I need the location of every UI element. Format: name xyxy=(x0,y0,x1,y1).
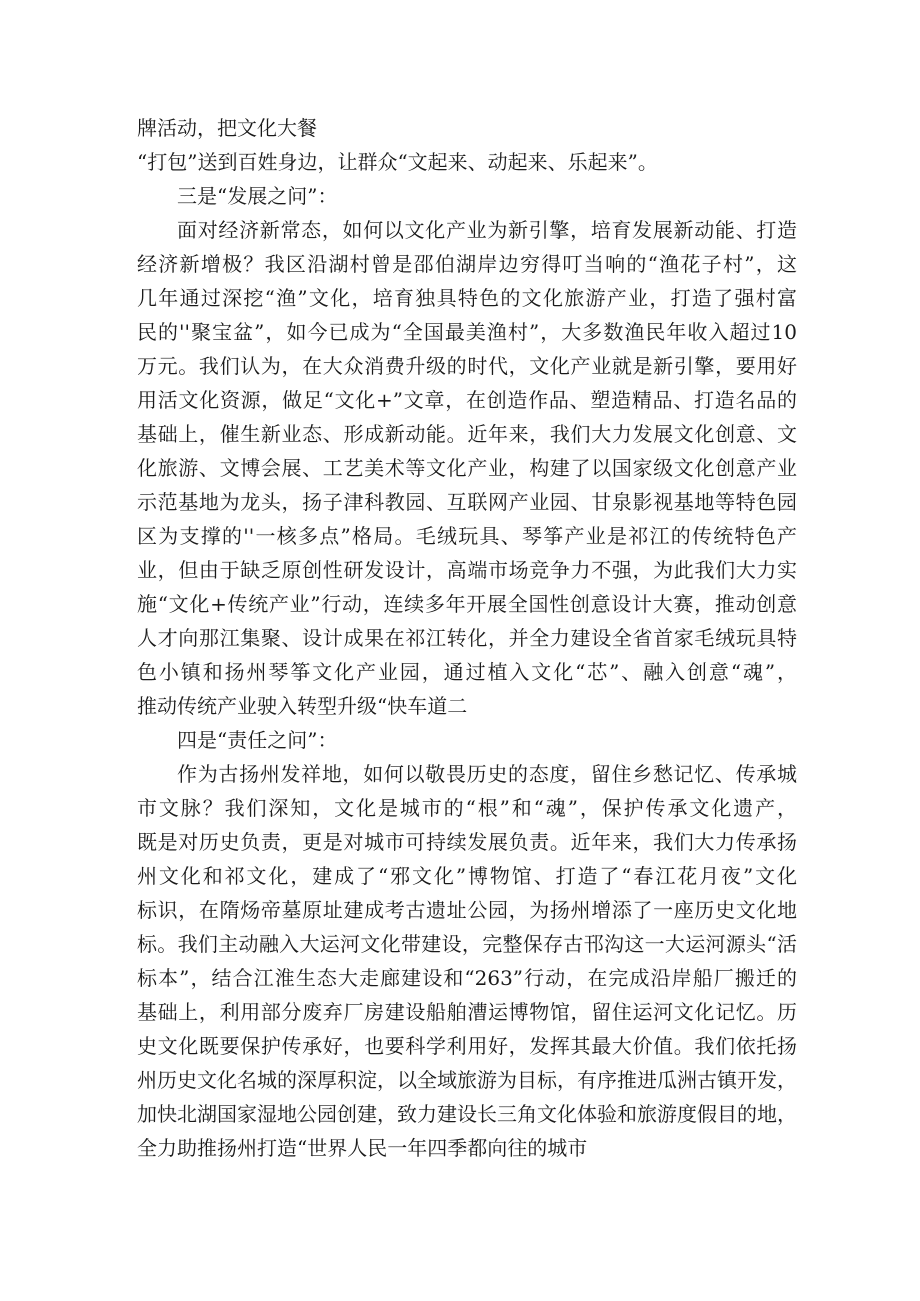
text-line: 施“文化+传统产业”行动，连续多年开展全国性创意设计大赛，推动创意 xyxy=(137,592,797,616)
text-line: 用活文化资源，做足“文化+”文章，在创造作品、塑造精品、打造名品的 xyxy=(137,388,797,412)
text-line: 人才向那江集聚、设计成果在祁江转化，并全力建设全省首家毛绒玩具特 xyxy=(137,626,797,650)
text-line: “打包”送到百姓身边，让群众“文起来、动起来、乐起来”。 xyxy=(137,150,658,174)
text-line: 标本”，结合江淮生态大走廊建设和“263”行动，在完成沿岸船厂搬迁的 xyxy=(137,966,797,990)
text-line: 推动传统产业驶入转型升级“快车道二 xyxy=(137,694,468,718)
text-line: 加快北湖国家湿地公园创建，致力建设长三角文化体验和旅游度假目的地， xyxy=(137,1102,797,1126)
text-line: 标识，在隋炀帝墓原址建成考古遗址公园，为扬州增添了一座历史文化地 xyxy=(137,898,797,922)
text-line: 区为支撑的''一核多点”格局。毛绒玩具、琴筝产业是祁江的传统特色产 xyxy=(137,524,797,548)
text-line: 业，但由于缺乏原创性研发设计，高端市场竞争力不强，为此我们大力实 xyxy=(137,558,797,582)
text-line: 州历史文化名城的深厚积淀，以全域旅游为目标，有序推进瓜洲古镇开发， xyxy=(137,1068,797,1092)
text-line: 示范基地为龙头，扬子津科教园、互联网产业园、甘泉影视基地等特色园 xyxy=(137,490,797,514)
text-line: 色小镇和扬州琴筝文化产业园，通过植入文化“芯”、融入创意“魂”， xyxy=(137,660,797,684)
text-line: 经济新增极？我区沿湖村曾是邵伯湖岸边穷得叮当响的“渔花子村”，这 xyxy=(137,252,797,276)
section-heading: 四是“责任之问”： xyxy=(177,728,338,752)
text-line: 史文化既要保护传承好，也要科学利用好，发挥其最大价值。我们依托扬 xyxy=(137,1034,797,1058)
text-line: 化旅游、文博会展、工艺美术等文化产业，构建了以国家级文化创意产业 xyxy=(137,456,797,480)
text-line: 面对经济新常态，如何以文化产业为新引擎，培育发展新动能、打造 xyxy=(177,218,797,242)
text-line: 基础上，催生新业态、形成新动能。近年来，我们大力发展文化创意、文 xyxy=(137,422,797,446)
text-line: 基础上，利用部分废弃厂房建设船舶漕运博物馆，留住运河文化记忆。历 xyxy=(137,1000,797,1024)
text-line: 州文化和祁文化，建成了“邪文化”博物馆、打造了“春江花月夜”文化 xyxy=(137,864,797,888)
text-line: 民的''聚宝盆”，如今已成为“全国最美渔村”，大多数渔民年收入超过10 xyxy=(137,320,797,344)
text-line: 几年通过深挖“渔”文化，培育独具特色的文化旅游产业，打造了强村富 xyxy=(137,286,797,310)
text-line: 市文脉？我们深知，文化是城市的“根”和“魂”，保护传承文化遗产， xyxy=(137,796,797,820)
text-line: 全力助推扬州打造“世界人民一年四季都向往的城市 xyxy=(137,1136,588,1160)
text-line: 万元。我们认为，在大众消费升级的时代，文化产业就是新引擎，要用好 xyxy=(137,354,797,378)
text-line: 牌活动，把文化大餐 xyxy=(137,116,317,140)
text-line: 既是对历史负责，更是对城市可持续发展负责。近年来，我们大力传承扬 xyxy=(137,830,797,854)
text-line: 作为古扬州发祥地，如何以敬畏历史的态度，留住乡愁记忆、传承城 xyxy=(177,762,797,786)
text-line: 标。我们主动融入大运河文化带建设，完整保存古邗沟这一大运河源头“活 xyxy=(137,932,797,956)
section-heading: 三是“发展之问”： xyxy=(177,184,338,208)
